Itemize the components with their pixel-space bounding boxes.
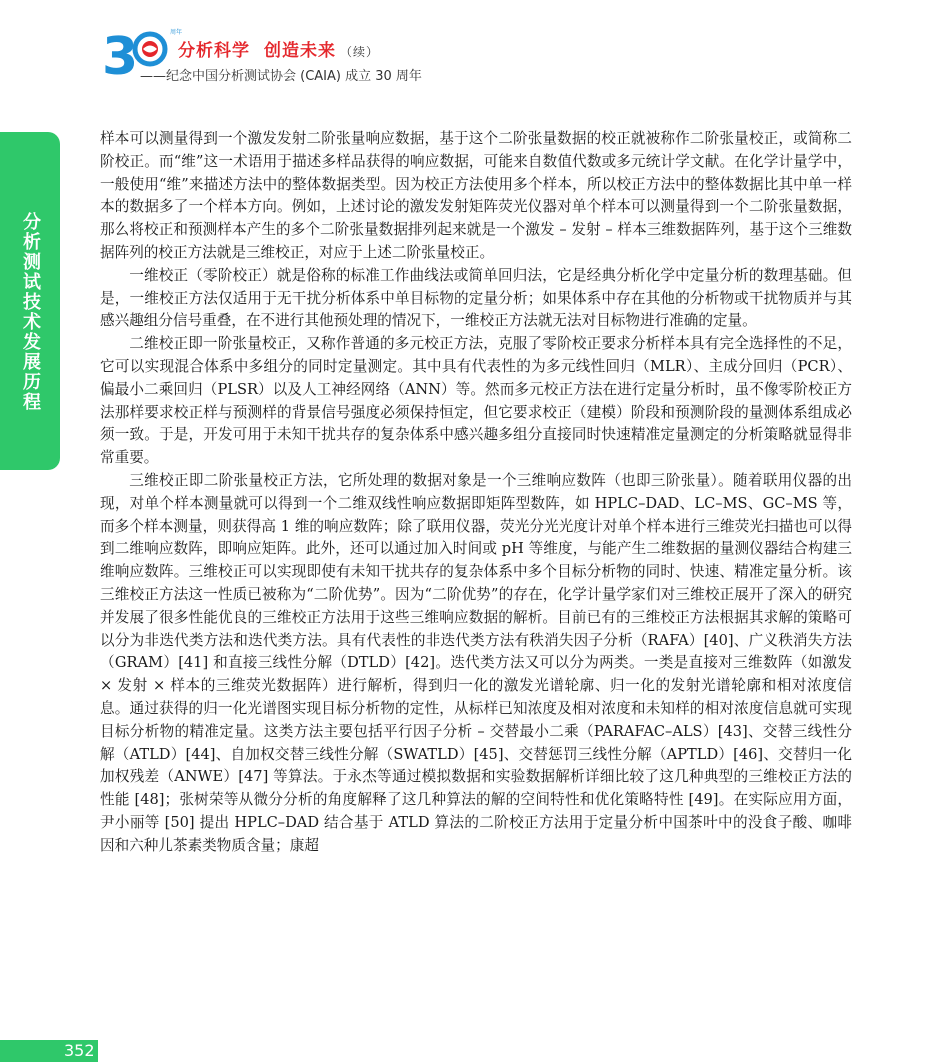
svg-text:3: 3	[102, 27, 139, 84]
continued-label: （续）	[340, 45, 380, 59]
page-number: 352	[64, 1041, 95, 1060]
body-paragraph: 三维校正即二阶张量校正方法，它所处理的数据对象是一个三维响应数阵（也即三阶张量）。随着联用仪器的出现，对单个样本测量就可以得到一个二维双线性响应数据即矩阵型数阵，如 HPLC–DAD、LC–MS、GC–MS 等，而多个样本测量，则获得高 1 维的响应数阵；除了联用仪器，荧光分光光度计对单个样本进行三维荧光扫描也可以得到二维响应数阵，即响应矩阵。此外，还可以通过加入时间或 pH 等维度，与能产生二维数据的量测仪器结合构建三维响应数阵。三维校正可以实现即使有未知干扰共存的复杂体系中多个目标分析物的同时、快速、精准定量分析。该三维校正方法这一性质已被称为“二阶优势”。因为“二阶优势”的存在，化学计量学家们对三维校正展开了深入的研究并发展了很多性能优良的三维校正方法用于这些三维响应数据的解析。目前已有的三维校正方法根据其求解的策略可以分为非迭代类方法和迭代类方法。具有代表性的非迭代类方法有秩消失因子分析（RAFA）[40]、广义秩消失方法（GRAM）[41] 和直接三线性分解（DTLD）[42]。迭代类方法又可以分为两类。一类是直接对三维数阵（如激发 × 发射 × 样本的三维荧光数据阵）进行解析，得到归一化的激发光谱轮廓、归一化的发射光谱轮廓和相对浓度信息。通过获得的归一化光谱图实现目标分析物的定性，从标样已知浓度及相对浓度和未知样的相对浓度信息就可实现目标分析物的精准定量。这类方法主要包括平行因子分析 – 交替最小二乘（PARAFAC–ALS）[43]、交替三线性分解（ATLD）[44]、自加权交替三线性分解（SWATLD）[45]、交替惩罚三线性分解（APTLD）[46]、交替归一化加权残差（ANWE）[47] 等算法。于永杰等通过模拟数据和实验数据解析详细比较了这几种典型的三维校正方法的性能 [48]；张树荣等从微分分析的角度解释了这几种算法的解的空间特性和优化策略特性 [49]。在实际应用方面，尹小丽等 [50] 提出 HPLC–DAD 结合基于 ATLD 算法的二阶校正方法用于定量分析中国茶叶中的没食子酸、咖啡因和六种儿茶素类物质含量；康超	[100, 471, 852, 854]
article-body	[100, 128, 852, 858]
body-paragraph: 样本可以测量得到一个激发发射二阶张量响应数据，基于这个二阶张量数据的校正就被称作二阶张量校正，或简称二阶校正。而“维”这一术语用于描述多样品获得的响应数据，可能来自数值代数或多元统计学文献。在化学计量学中，一般使用“维”来描述方法中的整体数据类型。因为校正方法使用多个样本，所以校正方法中的整体数据比其中单一样本的数据多了一个样本方向。例如，上述讨论的激发发射矩阵荧光仪器对单个样本可以测量得到一个二阶张量数据，那么将校正和预测样本产生的多个二阶张量数据排列起来就是一个激发 – 发射 – 样本三维数据阵列，基于这个三维数据阵列的校正方法就是三维校正，对应于上述二阶张量校正。	[100, 130, 852, 261]
header-subtitle: ——纪念中国分析测试协会 (CAIA) 成立 30 周年	[140, 69, 422, 84]
header-slogan	[178, 36, 379, 61]
section-title: 分析测试技术发展历程	[20, 212, 41, 412]
anniversary-label: 周年	[170, 29, 183, 36]
page-header	[100, 22, 600, 84]
body-paragraph: 二维校正即一阶张量校正，又称作普通的多元校正方法，克服了零阶校正要求分析样本具有完全选择性的不足，它可以实现混合体系中多组分的同时定量测定。其中具有代表性的为多元线性回归（MLR）、主成分回归（PCR）、偏最小二乘回归（PLSR）以及人工神经网络（ANN）等。然而多元校正方法在进行定量分析时，虽不像零阶校正方法那样要求校正样与预测样的背景信号强度必须保持恒定，但它要求校正（建模）阶段和预测阶段的量测体系组成必须一致。于是，开发可用于未知干扰共存的复杂体系中感兴趣多组分直接同时快速精准定量测定的分析策略就显得非常重要。	[100, 335, 852, 467]
body-paragraph: 一维校正（零阶校正）就是俗称的标准工作曲线法或简单回归法，它是经典分析化学中定量分析的数理基础。但是，一维校正方法仅适用于无干扰分析体系中单目标物的定量分析；如果体系中存在其他的分析物或干扰物质并与其感兴趣组分信号重叠，在不进行其他预处理的情况下，一维校正方法就无法对目标物进行准确的定量。	[100, 266, 852, 330]
slogan-part2: 创造未来	[264, 41, 336, 61]
slogan-part1: 分析科学	[178, 41, 250, 61]
section-side-tab	[0, 132, 60, 470]
